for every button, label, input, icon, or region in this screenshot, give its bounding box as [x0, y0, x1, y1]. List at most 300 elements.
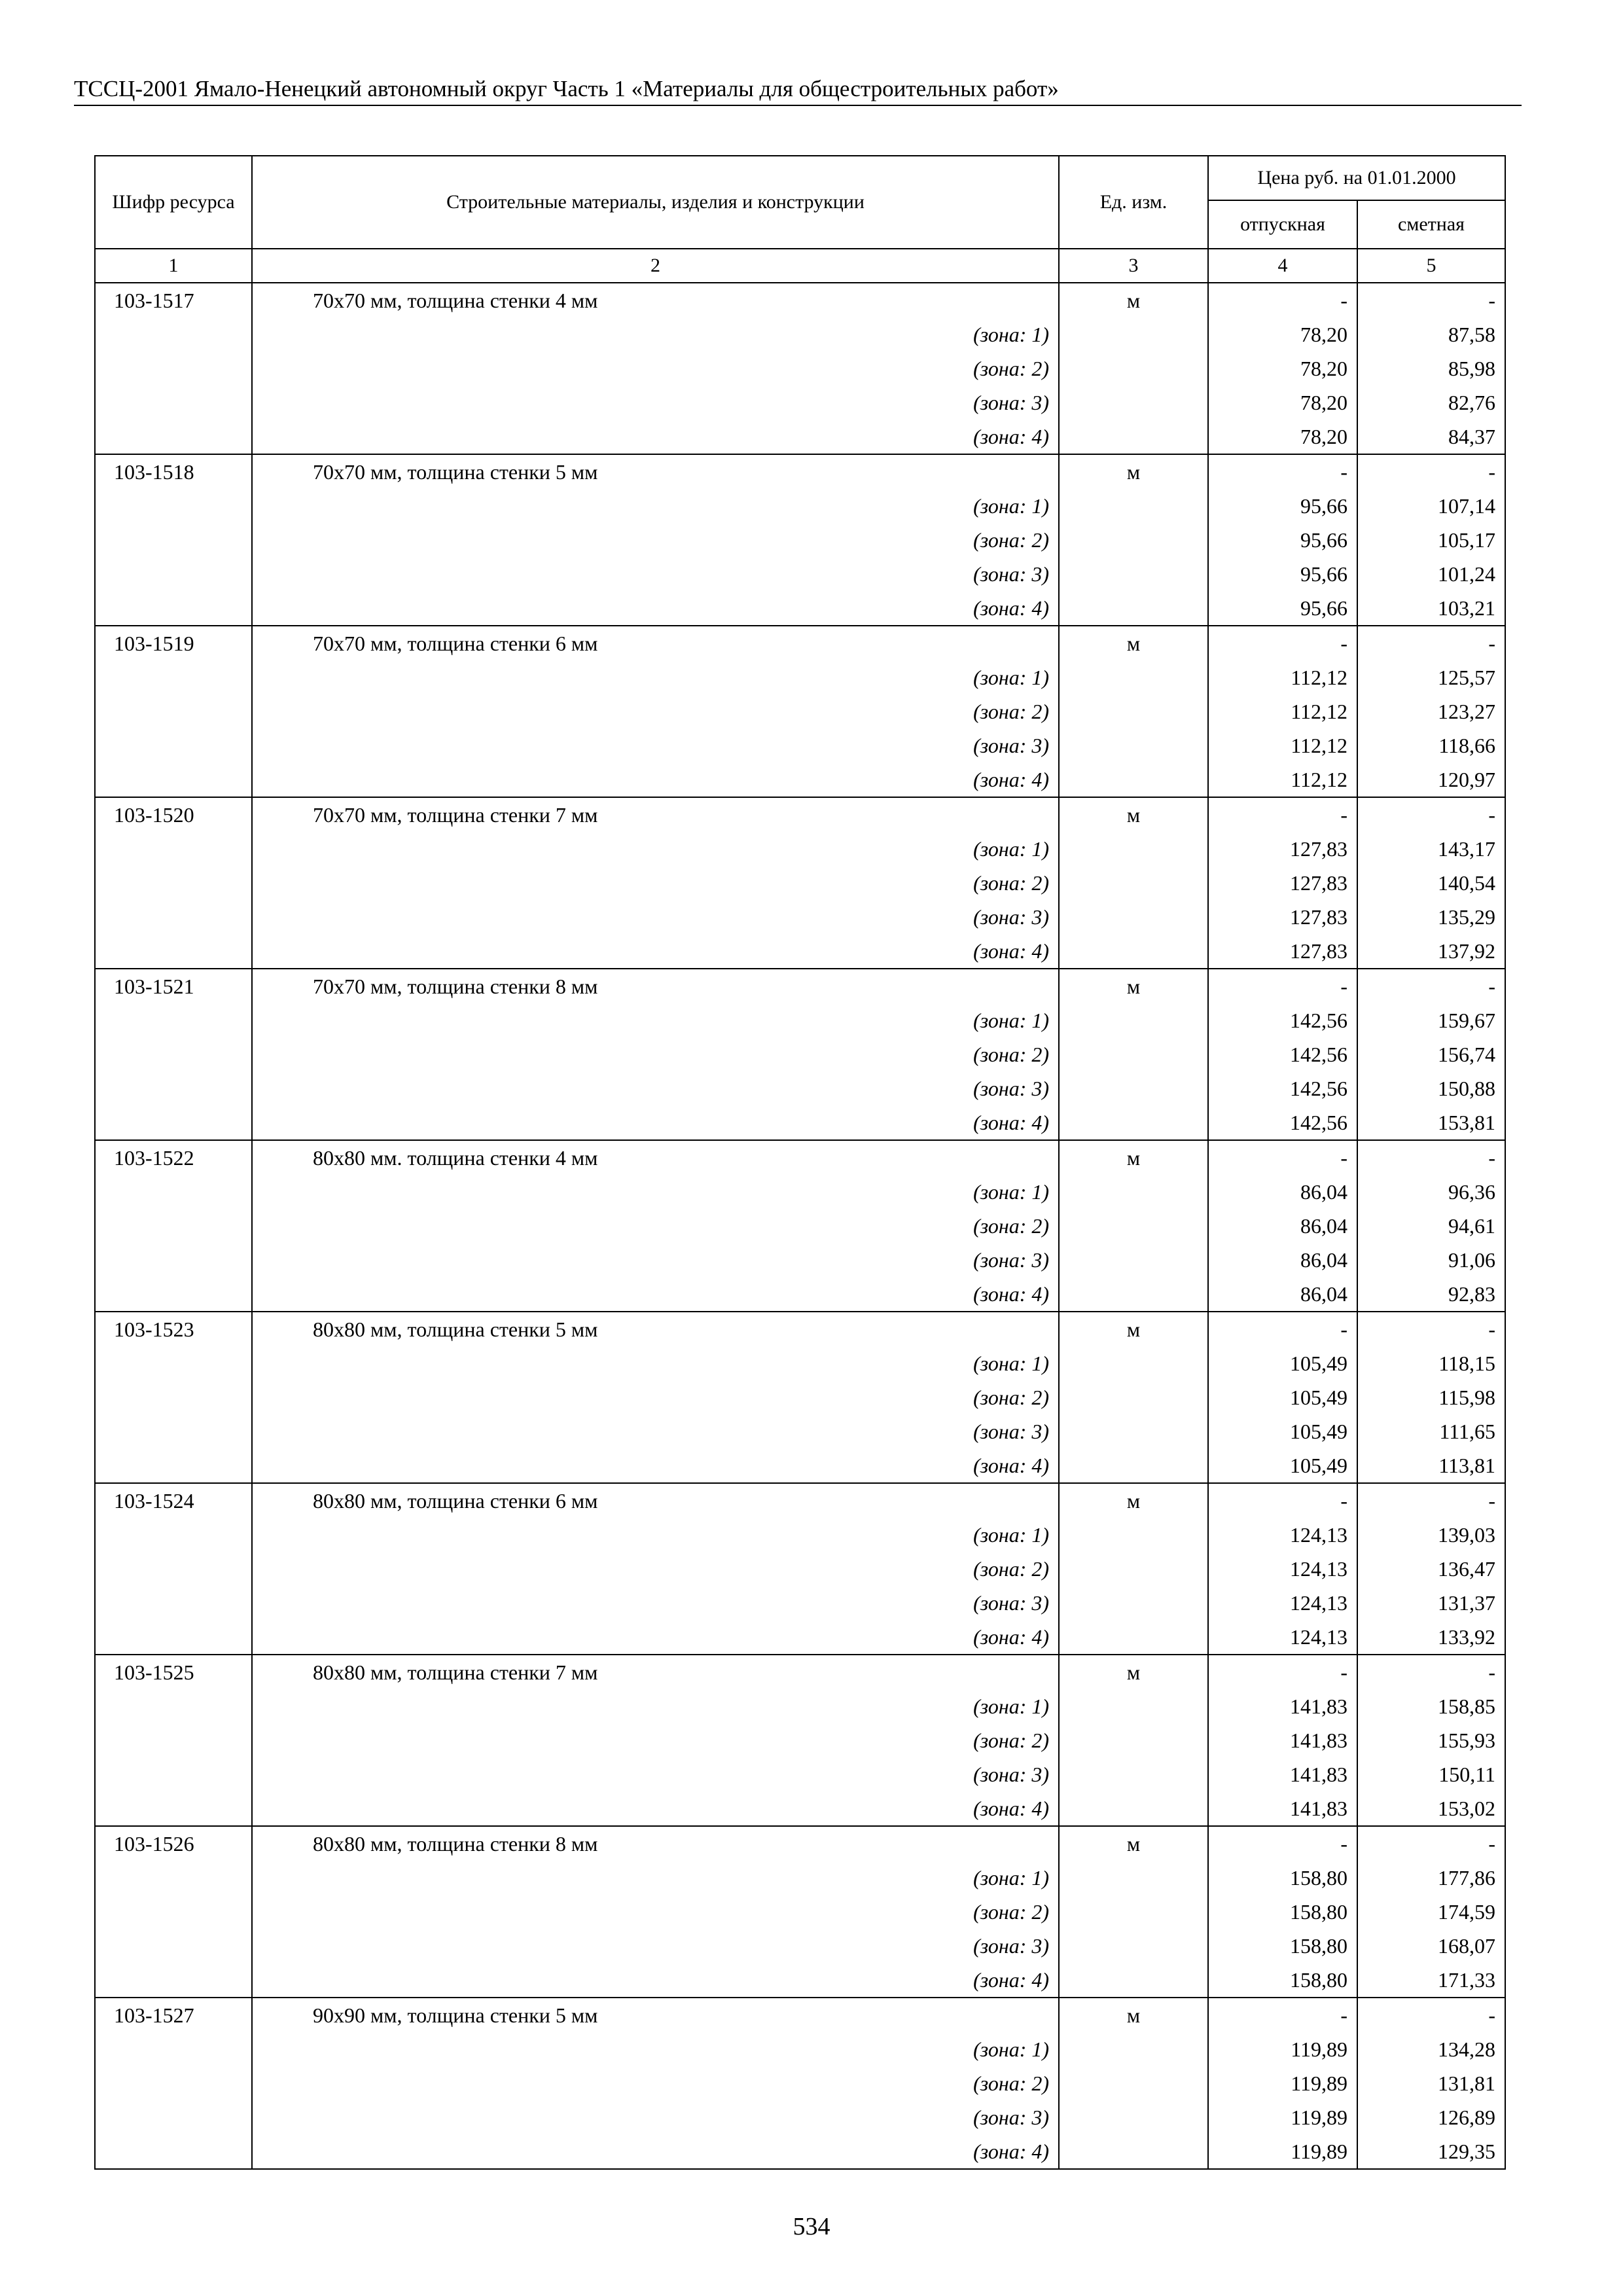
release-price: - — [1208, 1312, 1357, 1346]
zone-label: (зона: 4) — [252, 1791, 1059, 1826]
release-price: 95,66 — [1208, 523, 1357, 557]
column-number: 5 — [1357, 249, 1505, 283]
empty-code-cell — [95, 1620, 252, 1655]
zone-row — [95, 1861, 1505, 1895]
empty-code-cell — [95, 2134, 252, 2169]
estimate-price: 137,92 — [1357, 934, 1505, 969]
empty-unit-cell — [1059, 934, 1208, 969]
estimate-price: 136,47 — [1357, 1552, 1505, 1586]
material-name: 70х70 мм, толщина стенки 7 мм — [252, 797, 1059, 832]
estimate-price: 105,17 — [1357, 523, 1505, 557]
release-price: - — [1208, 1998, 1357, 2032]
release-price: 95,66 — [1208, 489, 1357, 523]
estimate-price: 131,37 — [1357, 1586, 1505, 1620]
zone-row — [95, 1791, 1505, 1826]
empty-unit-cell — [1059, 1689, 1208, 1723]
release-price: 127,83 — [1208, 832, 1357, 866]
empty-code-cell — [95, 1963, 252, 1998]
empty-code-cell — [95, 2100, 252, 2134]
zone-label: (зона: 2) — [252, 351, 1059, 386]
zone-row — [95, 2032, 1505, 2066]
release-price: - — [1208, 626, 1357, 660]
empty-code-cell — [95, 1861, 252, 1895]
release-price: 127,83 — [1208, 934, 1357, 969]
zone-row — [95, 1518, 1505, 1552]
estimate-price: 143,17 — [1357, 832, 1505, 866]
zone-label: (зона: 1) — [252, 317, 1059, 351]
zone-row — [95, 762, 1505, 797]
release-price: 112,12 — [1208, 660, 1357, 694]
empty-unit-cell — [1059, 1723, 1208, 1757]
zone-label: (зона: 1) — [252, 660, 1059, 694]
empty-code-cell — [95, 762, 252, 797]
zone-label: (зона: 2) — [252, 1380, 1059, 1414]
empty-unit-cell — [1059, 591, 1208, 626]
zone-label: (зона: 3) — [252, 2100, 1059, 2134]
unit-cell: м — [1059, 1998, 1208, 2032]
release-price: - — [1208, 1826, 1357, 1861]
estimate-price: - — [1357, 454, 1505, 489]
zone-label: (зона: 4) — [252, 1620, 1059, 1655]
empty-unit-cell — [1059, 523, 1208, 557]
zone-row — [95, 1209, 1505, 1243]
zone-row — [95, 866, 1505, 900]
empty-code-cell — [95, 523, 252, 557]
zone-row — [95, 317, 1505, 351]
release-price: 86,04 — [1208, 1243, 1357, 1277]
zone-row — [95, 1448, 1505, 1483]
estimate-price: 113,81 — [1357, 1448, 1505, 1483]
table-row — [95, 1140, 1505, 1175]
resource-code: 103-1517 — [95, 283, 252, 317]
resource-code: 103-1522 — [95, 1140, 252, 1175]
zone-label: (зона: 4) — [252, 934, 1059, 969]
estimate-price: 94,61 — [1357, 1209, 1505, 1243]
empty-code-cell — [95, 934, 252, 969]
empty-code-cell — [95, 1414, 252, 1448]
zone-label: (зона: 3) — [252, 386, 1059, 420]
zone-row — [95, 591, 1505, 626]
table-row — [95, 797, 1505, 832]
estimate-price: 168,07 — [1357, 1929, 1505, 1963]
unit-cell: м — [1059, 1312, 1208, 1346]
release-price: - — [1208, 454, 1357, 489]
release-price: 86,04 — [1208, 1277, 1357, 1312]
estimate-price: - — [1357, 626, 1505, 660]
empty-unit-cell — [1059, 489, 1208, 523]
zone-row — [95, 1277, 1505, 1312]
empty-unit-cell — [1059, 2032, 1208, 2066]
zone-row — [95, 832, 1505, 866]
empty-unit-cell — [1059, 1791, 1208, 1826]
zone-row — [95, 1963, 1505, 1998]
release-price: 127,83 — [1208, 900, 1357, 934]
empty-unit-cell — [1059, 1586, 1208, 1620]
zone-row — [95, 1723, 1505, 1757]
estimate-price: 139,03 — [1357, 1518, 1505, 1552]
estimate-price: - — [1357, 1483, 1505, 1518]
zone-row — [95, 1620, 1505, 1655]
release-price: 141,83 — [1208, 1757, 1357, 1791]
empty-code-cell — [95, 1243, 252, 1277]
zone-row — [95, 2066, 1505, 2100]
estimate-price: 96,36 — [1357, 1175, 1505, 1209]
release-price: 119,89 — [1208, 2032, 1357, 2066]
release-price: 112,12 — [1208, 728, 1357, 762]
empty-code-cell — [95, 1586, 252, 1620]
empty-code-cell — [95, 2032, 252, 2066]
zone-label: (зона: 4) — [252, 2134, 1059, 2169]
zone-label: (зона: 1) — [252, 832, 1059, 866]
empty-unit-cell — [1059, 1071, 1208, 1105]
estimate-price: 84,37 — [1357, 420, 1505, 454]
empty-unit-cell — [1059, 832, 1208, 866]
zone-row — [95, 1243, 1505, 1277]
zone-row — [95, 557, 1505, 591]
estimate-price: 131,81 — [1357, 2066, 1505, 2100]
empty-unit-cell — [1059, 557, 1208, 591]
zone-row — [95, 1380, 1505, 1414]
empty-code-cell — [95, 1448, 252, 1483]
release-price: 78,20 — [1208, 317, 1357, 351]
release-price: 105,49 — [1208, 1414, 1357, 1448]
empty-code-cell — [95, 1895, 252, 1929]
estimate-price: 177,86 — [1357, 1861, 1505, 1895]
header-estimate-price: сметная — [1357, 200, 1505, 249]
estimate-price: 150,88 — [1357, 1071, 1505, 1105]
zone-label: (зона: 2) — [252, 694, 1059, 728]
empty-unit-cell — [1059, 1757, 1208, 1791]
resource-code: 103-1523 — [95, 1312, 252, 1346]
resource-code: 103-1524 — [95, 1483, 252, 1518]
zone-row — [95, 1757, 1505, 1791]
unit-cell: м — [1059, 797, 1208, 832]
estimate-price: 134,28 — [1357, 2032, 1505, 2066]
zone-label: (зона: 4) — [252, 1277, 1059, 1312]
unit-cell: м — [1059, 283, 1208, 317]
release-price: - — [1208, 1140, 1357, 1175]
estimate-price: 155,93 — [1357, 1723, 1505, 1757]
empty-code-cell — [95, 1380, 252, 1414]
resource-code: 103-1520 — [95, 797, 252, 832]
empty-code-cell — [95, 728, 252, 762]
release-price: 158,80 — [1208, 1963, 1357, 1998]
unit-cell: м — [1059, 1826, 1208, 1861]
zone-row — [95, 489, 1505, 523]
release-price: 127,83 — [1208, 866, 1357, 900]
zone-label: (зона: 3) — [252, 1414, 1059, 1448]
empty-unit-cell — [1059, 2100, 1208, 2134]
empty-code-cell — [95, 1209, 252, 1243]
empty-unit-cell — [1059, 694, 1208, 728]
zone-label: (зона: 2) — [252, 2066, 1059, 2100]
estimate-price: - — [1357, 797, 1505, 832]
empty-unit-cell — [1059, 2134, 1208, 2169]
estimate-price: 174,59 — [1357, 1895, 1505, 1929]
zone-label: (зона: 3) — [252, 1243, 1059, 1277]
table-row — [95, 1998, 1505, 2032]
empty-code-cell — [95, 1105, 252, 1140]
zone-label: (зона: 4) — [252, 1105, 1059, 1140]
release-price: 119,89 — [1208, 2134, 1357, 2169]
empty-code-cell — [95, 386, 252, 420]
empty-unit-cell — [1059, 420, 1208, 454]
release-price: 158,80 — [1208, 1929, 1357, 1963]
empty-code-cell — [95, 832, 252, 866]
zone-row — [95, 1105, 1505, 1140]
empty-code-cell — [95, 1552, 252, 1586]
estimate-price: 126,89 — [1357, 2100, 1505, 2134]
zone-label: (зона: 4) — [252, 1963, 1059, 1998]
column-number: 4 — [1208, 249, 1357, 283]
header-unit: Ед. изм. — [1059, 156, 1208, 249]
empty-unit-cell — [1059, 866, 1208, 900]
release-price: 119,89 — [1208, 2066, 1357, 2100]
empty-unit-cell — [1059, 1518, 1208, 1552]
material-name: 70х70 мм, толщина стенки 6 мм — [252, 626, 1059, 660]
release-price: 95,66 — [1208, 557, 1357, 591]
price-table — [94, 155, 1506, 2170]
header-name: Строительные материалы, изделия и конструкции — [252, 156, 1059, 249]
zone-row — [95, 728, 1505, 762]
zone-row — [95, 523, 1505, 557]
table-body — [95, 283, 1505, 2169]
zone-label: (зона: 3) — [252, 557, 1059, 591]
estimate-price: 150,11 — [1357, 1757, 1505, 1791]
estimate-price: - — [1357, 1826, 1505, 1861]
zone-label: (зона: 1) — [252, 1346, 1059, 1380]
zone-row — [95, 900, 1505, 934]
release-price: 105,49 — [1208, 1346, 1357, 1380]
zone-label: (зона: 3) — [252, 1929, 1059, 1963]
zone-row — [95, 1929, 1505, 1963]
material-name: 70х70 мм, толщина стенки 5 мм — [252, 454, 1059, 489]
release-price: 112,12 — [1208, 762, 1357, 797]
empty-unit-cell — [1059, 1448, 1208, 1483]
empty-code-cell — [95, 1689, 252, 1723]
material-name: 80х80 мм. толщина стенки 4 мм — [252, 1140, 1059, 1175]
release-price: 86,04 — [1208, 1175, 1357, 1209]
release-price: 119,89 — [1208, 2100, 1357, 2134]
release-price: - — [1208, 1483, 1357, 1518]
unit-cell: м — [1059, 626, 1208, 660]
empty-unit-cell — [1059, 1861, 1208, 1895]
table-row — [95, 1655, 1505, 1689]
release-price: 124,13 — [1208, 1586, 1357, 1620]
release-price: 124,13 — [1208, 1518, 1357, 1552]
estimate-price: 115,98 — [1357, 1380, 1505, 1414]
empty-unit-cell — [1059, 2066, 1208, 2100]
release-price: 142,56 — [1208, 1037, 1357, 1071]
empty-code-cell — [95, 1518, 252, 1552]
empty-unit-cell — [1059, 660, 1208, 694]
estimate-price: 85,98 — [1357, 351, 1505, 386]
table-row — [95, 969, 1505, 1003]
empty-unit-cell — [1059, 1929, 1208, 1963]
estimate-price: - — [1357, 1998, 1505, 2032]
header-release-price: отпускная — [1208, 200, 1357, 249]
empty-code-cell — [95, 420, 252, 454]
estimate-price: 91,06 — [1357, 1243, 1505, 1277]
zone-row — [95, 1586, 1505, 1620]
empty-code-cell — [95, 1003, 252, 1037]
zone-row — [95, 1346, 1505, 1380]
table-row — [95, 1826, 1505, 1861]
zone-row — [95, 420, 1505, 454]
zone-row — [95, 386, 1505, 420]
estimate-price: 103,21 — [1357, 591, 1505, 626]
empty-code-cell — [95, 591, 252, 626]
empty-unit-cell — [1059, 1346, 1208, 1380]
zone-label: (зона: 3) — [252, 1071, 1059, 1105]
zone-row — [95, 694, 1505, 728]
header-code: Шифр ресурса — [95, 156, 252, 249]
empty-code-cell — [95, 1071, 252, 1105]
empty-unit-cell — [1059, 317, 1208, 351]
estimate-price: 101,24 — [1357, 557, 1505, 591]
release-price: 141,83 — [1208, 1791, 1357, 1826]
empty-code-cell — [95, 1929, 252, 1963]
material-name: 80х80 мм, толщина стенки 7 мм — [252, 1655, 1059, 1689]
unit-cell: м — [1059, 1655, 1208, 1689]
estimate-price: - — [1357, 1140, 1505, 1175]
page-header: ТССЦ-2001 Ямало-Ненецкий автономный округ Часть 1 «Материалы для общестроительных работ» — [74, 76, 1059, 101]
empty-unit-cell — [1059, 351, 1208, 386]
release-price: 142,56 — [1208, 1003, 1357, 1037]
zone-label: (зона: 3) — [252, 728, 1059, 762]
release-price: 112,12 — [1208, 694, 1357, 728]
empty-unit-cell — [1059, 728, 1208, 762]
zone-row — [95, 1175, 1505, 1209]
estimate-price: 133,92 — [1357, 1620, 1505, 1655]
column-number: 1 — [95, 249, 252, 283]
material-name: 70х70 мм, толщина стенки 8 мм — [252, 969, 1059, 1003]
zone-row — [95, 1414, 1505, 1448]
zone-label: (зона: 2) — [252, 1037, 1059, 1071]
release-price: 78,20 — [1208, 420, 1357, 454]
empty-code-cell — [95, 694, 252, 728]
estimate-price: 87,58 — [1357, 317, 1505, 351]
unit-cell: м — [1059, 1140, 1208, 1175]
estimate-price: 153,81 — [1357, 1105, 1505, 1140]
release-price: - — [1208, 283, 1357, 317]
zone-label: (зона: 4) — [252, 762, 1059, 797]
estimate-price: 171,33 — [1357, 1963, 1505, 1998]
column-number: 3 — [1059, 249, 1208, 283]
empty-unit-cell — [1059, 1380, 1208, 1414]
estimate-price: 158,85 — [1357, 1689, 1505, 1723]
zone-row — [95, 1003, 1505, 1037]
release-price: - — [1208, 797, 1357, 832]
estimate-price: 118,15 — [1357, 1346, 1505, 1380]
zone-label: (зона: 1) — [252, 2032, 1059, 2066]
resource-code: 103-1525 — [95, 1655, 252, 1689]
table-row — [95, 626, 1505, 660]
material-name: 80х80 мм, толщина стенки 6 мм — [252, 1483, 1059, 1518]
release-price: 158,80 — [1208, 1861, 1357, 1895]
empty-unit-cell — [1059, 762, 1208, 797]
zone-label: (зона: 1) — [252, 1518, 1059, 1552]
release-price: 78,20 — [1208, 386, 1357, 420]
estimate-price: 92,83 — [1357, 1277, 1505, 1312]
release-price: 86,04 — [1208, 1209, 1357, 1243]
zone-label: (зона: 3) — [252, 1757, 1059, 1791]
table-head — [95, 156, 1505, 283]
empty-code-cell — [95, 1757, 252, 1791]
resource-code: 103-1526 — [95, 1826, 252, 1861]
empty-unit-cell — [1059, 386, 1208, 420]
zone-label: (зона: 4) — [252, 591, 1059, 626]
empty-code-cell — [95, 557, 252, 591]
material-name: 90х90 мм, толщина стенки 5 мм — [252, 1998, 1059, 2032]
zone-row — [95, 1037, 1505, 1071]
empty-unit-cell — [1059, 1552, 1208, 1586]
estimate-price: - — [1357, 1312, 1505, 1346]
empty-code-cell — [95, 351, 252, 386]
zone-label: (зона: 2) — [252, 1723, 1059, 1757]
empty-unit-cell — [1059, 1963, 1208, 1998]
estimate-price: 135,29 — [1357, 900, 1505, 934]
material-name: 70х70 мм, толщина стенки 4 мм — [252, 283, 1059, 317]
release-price: 142,56 — [1208, 1071, 1357, 1105]
zone-label: (зона: 1) — [252, 1175, 1059, 1209]
zone-row — [95, 1689, 1505, 1723]
zone-row — [95, 351, 1505, 386]
release-price: 124,13 — [1208, 1620, 1357, 1655]
resource-code: 103-1519 — [95, 626, 252, 660]
zone-label: (зона: 2) — [252, 866, 1059, 900]
table-row — [95, 454, 1505, 489]
zone-label: (зона: 4) — [252, 420, 1059, 454]
column-number: 2 — [252, 249, 1059, 283]
estimate-price: 156,74 — [1357, 1037, 1505, 1071]
unit-cell: м — [1059, 969, 1208, 1003]
table-row — [95, 1483, 1505, 1518]
estimate-price: 153,02 — [1357, 1791, 1505, 1826]
empty-unit-cell — [1059, 1209, 1208, 1243]
empty-code-cell — [95, 317, 252, 351]
estimate-price: - — [1357, 283, 1505, 317]
empty-unit-cell — [1059, 900, 1208, 934]
estimate-price: 159,67 — [1357, 1003, 1505, 1037]
material-name: 80х80 мм, толщина стенки 5 мм — [252, 1312, 1059, 1346]
zone-row — [95, 1895, 1505, 1929]
empty-unit-cell — [1059, 1037, 1208, 1071]
zone-label: (зона: 4) — [252, 1448, 1059, 1483]
empty-code-cell — [95, 2066, 252, 2100]
empty-code-cell — [95, 1791, 252, 1826]
release-price: 141,83 — [1208, 1723, 1357, 1757]
estimate-price: - — [1357, 1655, 1505, 1689]
resource-code: 103-1521 — [95, 969, 252, 1003]
empty-unit-cell — [1059, 1243, 1208, 1277]
empty-code-cell — [95, 1277, 252, 1312]
estimate-price: 111,65 — [1357, 1414, 1505, 1448]
zone-label: (зона: 2) — [252, 1552, 1059, 1586]
empty-unit-cell — [1059, 1175, 1208, 1209]
unit-cell: м — [1059, 454, 1208, 489]
estimate-price: 123,27 — [1357, 694, 1505, 728]
empty-unit-cell — [1059, 1895, 1208, 1929]
zone-row — [95, 1552, 1505, 1586]
zone-row — [95, 660, 1505, 694]
release-price: 158,80 — [1208, 1895, 1357, 1929]
empty-code-cell — [95, 660, 252, 694]
release-price: 141,83 — [1208, 1689, 1357, 1723]
zone-label: (зона: 1) — [252, 489, 1059, 523]
material-name: 80х80 мм, толщина стенки 8 мм — [252, 1826, 1059, 1861]
empty-code-cell — [95, 900, 252, 934]
